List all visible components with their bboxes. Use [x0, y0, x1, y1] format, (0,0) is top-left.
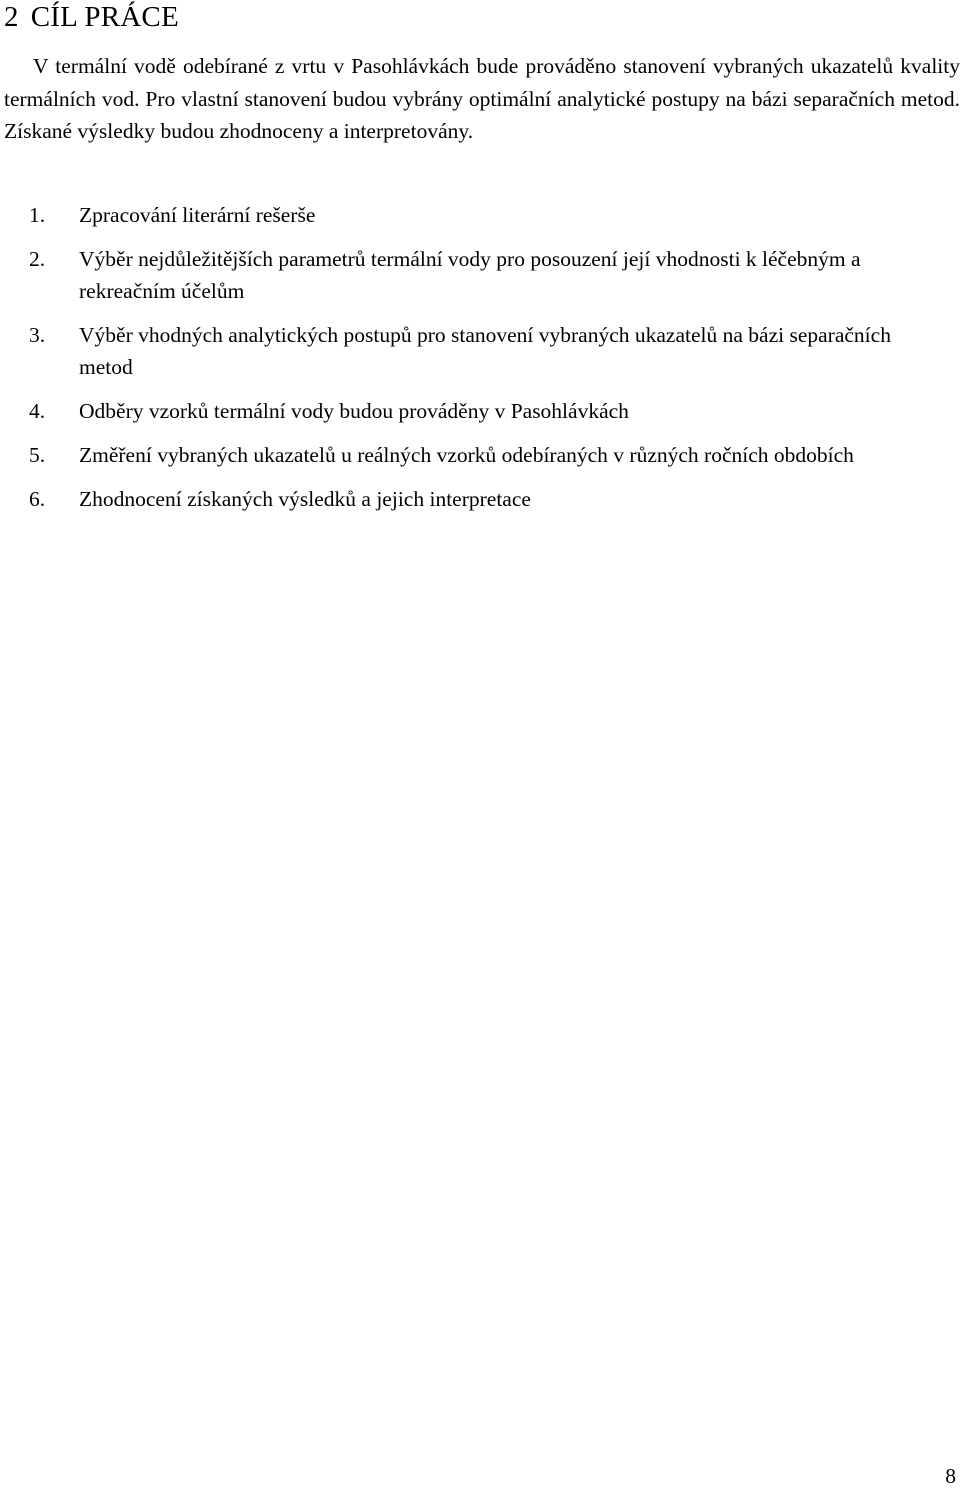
intro-paragraph: V termální vodě odebírané z vrtu v Pasohlávkách bude prováděno stanovení vybraných ukazatelů kvality termálních vod. Pro vlastní stanovení budou vybrány optimální analytické postupy na bázi separačních metod. Získané výsledky budou zhodnoceny a interpretovány. — [4, 54, 960, 143]
chapter-title: CÍL PRÁCE — [30, 1, 179, 33]
goal-number: 2. — [29, 247, 46, 271]
goal-text: Výběr nejdůležitějších parametrů termální vody pro posouzení její vhodnosti k léčebným a rekreačním účelům — [79, 247, 861, 303]
goal-item-6 — [0, 483, 960, 515]
page-number: 8 — [945, 1464, 956, 1488]
goal-number: 6. — [29, 487, 46, 511]
goal-number: 4. — [29, 399, 46, 423]
chapter-number: 2 — [4, 1, 19, 33]
goal-text: Odběry vzorků termální vody budou prováděny v Pasohlávkách — [79, 399, 629, 423]
goal-text: Změření vybraných ukazatelů u reálných vzorků odebíraných v různých ročních obdobích — [79, 443, 854, 467]
goal-text: Zpracování literární rešerše — [79, 203, 316, 227]
goal-item-1 — [0, 199, 960, 231]
goal-text: Zhodnocení získaných výsledků a jejich interpretace — [79, 487, 531, 511]
goal-number: 1. — [29, 203, 46, 227]
goal-item-5 — [0, 439, 960, 471]
goal-item-2 — [0, 243, 960, 307]
chapter-heading — [4, 0, 179, 34]
goal-number: 3. — [29, 323, 46, 347]
goal-item-3 — [0, 319, 960, 383]
goal-number: 5. — [29, 443, 46, 467]
goal-text: Výběr vhodných analytických postupů pro stanovení vybraných ukazatelů na bázi separačních metod — [79, 323, 891, 379]
goals-list — [0, 199, 960, 527]
goal-item-4 — [0, 395, 960, 427]
